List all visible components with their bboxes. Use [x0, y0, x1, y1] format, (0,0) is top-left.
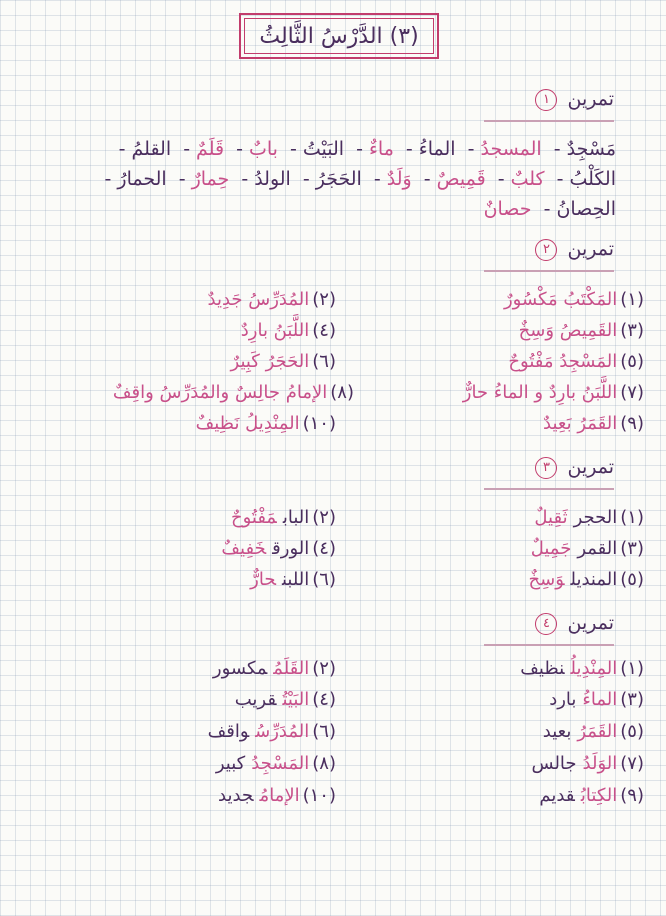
item-adjective: قريب [234, 689, 277, 710]
item-number: (١٠) [302, 413, 336, 434]
item-number: (٦) [312, 721, 336, 742]
exercise-1-number: ١ [535, 89, 557, 111]
item-adjective: بارد [549, 689, 577, 710]
word: الحَجَرُ [315, 168, 362, 190]
item-adjective: جالس [531, 753, 577, 774]
exercise-2-item-5 [354, 347, 644, 377]
exercise-1-line-1 [36, 134, 616, 164]
item-number: (١) [620, 658, 644, 679]
item-adjective: نظيف [520, 658, 565, 679]
item-number: (٢) [312, 658, 336, 679]
word: المسجدُ [480, 138, 542, 160]
exercise-3-item-1 [354, 503, 644, 533]
item-number: (٦) [312, 569, 336, 590]
exercise-2-item-3 [354, 316, 644, 346]
word: بابٌ [248, 138, 278, 160]
item-noun: الكِتابُ [580, 785, 618, 806]
item-adjective: كبير [215, 753, 246, 774]
item-noun: الماءُ [582, 689, 618, 710]
item-text: المَسْجِدُ مَفْتُوحٌ [508, 351, 618, 372]
item-number: (٢) [312, 507, 336, 528]
item-number: (٥) [620, 351, 644, 372]
item-noun: الإمامُ [259, 785, 300, 806]
exercise-4-number: ٤ [535, 613, 557, 635]
item-noun: القمر [577, 538, 618, 559]
lesson-title [239, 13, 439, 59]
item-adjective: خَفِيفٌ [221, 538, 267, 559]
item-adjective: بعيد [542, 721, 572, 742]
exercise-3-item-5 [354, 565, 644, 595]
exercise-4-item-7 [354, 749, 644, 779]
exercise-1-label: تمرين [567, 88, 614, 110]
exercise-3-item-3 [354, 534, 644, 564]
item-adjective: جديد [218, 785, 254, 806]
item-number: (٧) [620, 753, 644, 774]
word: الماءُ [418, 138, 456, 160]
exercise-2-number: ٢ [535, 239, 557, 261]
word: قَلَمٌ [196, 138, 225, 160]
item-adjective: مَفْتُوحٌ [230, 507, 277, 528]
word: حِمارٌ [191, 168, 230, 190]
exercise-4-item-8 [26, 749, 336, 779]
exercise-2-item-4 [26, 316, 336, 346]
separator: - [178, 168, 186, 190]
item-number: (٢) [312, 289, 336, 310]
exercise-1-line-2 [36, 164, 616, 194]
exercise-2-label: تمرين [567, 238, 614, 260]
item-adjective: وَسِخٌ [528, 569, 565, 590]
separator: - [118, 138, 126, 160]
exercise-4-item-2 [26, 654, 336, 684]
item-noun: المَسْجِدُ [251, 753, 310, 774]
item-number: (٨) [330, 382, 354, 403]
item-adjective: واقف [207, 721, 250, 742]
separator: - [497, 168, 505, 190]
exercise-3-label: تمرين [567, 456, 614, 478]
exercise-4-item-1 [354, 654, 644, 684]
word: الولدُ [254, 168, 291, 190]
item-text: المِنْدِيلُ نَظِيفٌ [195, 413, 300, 434]
item-number: (٤) [312, 538, 336, 559]
item-number: (٥) [620, 721, 644, 742]
separator: - [356, 138, 363, 160]
separator: - [423, 168, 431, 190]
word: حصانٌ [483, 198, 532, 220]
word: الحمارُ [117, 168, 167, 190]
item-number: (١) [620, 289, 644, 310]
item-number: (٩) [620, 413, 644, 434]
separator: - [236, 138, 243, 160]
item-text: الحَجَرُ كَبِيرٌ [230, 351, 310, 372]
item-number: (١٠) [302, 785, 336, 806]
exercise-4-item-10 [26, 781, 336, 811]
exercise-3-item-6 [26, 565, 336, 595]
item-noun: المنديل [570, 569, 618, 590]
item-adjective: ثَقِيلٌ [534, 507, 568, 528]
exercise-4-heading [484, 612, 614, 646]
word: ماءٌ [368, 138, 394, 160]
item-noun: القَلَمُ [273, 658, 310, 679]
item-noun: الوَلَدُ [582, 753, 618, 774]
separator: - [556, 168, 564, 190]
item-adjective: حارٌّ [250, 569, 276, 590]
item-number: (٧) [620, 382, 644, 403]
exercise-3-heading [484, 456, 614, 490]
item-noun: الحجر [573, 507, 618, 528]
item-adjective: جَمِيلٌ [530, 538, 572, 559]
item-adjective: مكسور [212, 658, 268, 679]
item-noun: الورق [272, 538, 310, 559]
item-number: (٥) [620, 569, 644, 590]
separator: - [467, 138, 475, 160]
item-noun: الباب [282, 507, 310, 528]
exercise-4-item-6 [26, 717, 336, 747]
exercise-4-item-3 [354, 685, 644, 715]
exercise-4-item-4 [26, 685, 336, 715]
exercise-2-item-9 [354, 409, 644, 439]
item-number: (٨) [312, 753, 336, 774]
item-noun: البَيْتُ [282, 689, 310, 710]
separator: - [183, 138, 191, 160]
item-text: القَمَرُ بَعِيدٌ [543, 413, 618, 434]
word: البَيْتُ [302, 138, 345, 160]
item-text: اللَّبَنُ بارِدٌ [240, 320, 310, 341]
separator: - [290, 138, 297, 160]
exercise-4-label: تمرين [567, 612, 614, 634]
item-noun: المِنْدِيلُ [570, 658, 618, 679]
item-noun: اللبن [281, 569, 310, 590]
word: قَمِيصٌ [436, 168, 486, 190]
separator: - [241, 168, 249, 190]
exercise-1-line-3 [36, 194, 616, 224]
item-number: (٦) [312, 351, 336, 372]
separator: - [302, 168, 310, 190]
item-text: المَكْتَبُ مَكْسُورٌ [503, 289, 618, 310]
exercise-3-number: ٣ [535, 457, 557, 479]
separator: - [104, 168, 112, 190]
word: مَسْجِدٌ [566, 138, 616, 160]
exercise-2-item-6 [26, 347, 336, 377]
exercise-4-item-9 [354, 781, 644, 811]
exercise-2-item-7 [354, 378, 644, 408]
exercise-1-heading [484, 88, 614, 122]
item-number: (٣) [620, 538, 644, 559]
exercise-2-item-10 [26, 409, 336, 439]
exercise-2-item-1 [354, 285, 644, 315]
separator: - [553, 138, 561, 160]
item-adjective: قديم [539, 785, 575, 806]
item-text: القَمِيصُ وَسِخٌ [518, 320, 618, 341]
separator: - [373, 168, 381, 190]
exercise-2-item-8 [14, 378, 354, 408]
exercise-2-item-2 [26, 285, 336, 315]
item-number: (٤) [312, 689, 336, 710]
item-text: اللَّبَنُ بارِدٌ و الماءُ حارٌّ [462, 382, 618, 403]
item-text: الإمامُ جالِسٌ والمُدَرِّسُ واقِفٌ [112, 382, 328, 403]
item-number: (٣) [620, 689, 644, 710]
item-number: (٣) [620, 320, 644, 341]
item-noun: القَمَرُ [577, 721, 618, 742]
item-text: المُدَرِّسُ جَدِيدٌ [207, 289, 310, 310]
lesson-title-text: (٣) الدَّرْسُ الثَّالِثُ [259, 23, 419, 49]
exercise-3-item-4 [26, 534, 336, 564]
exercise-3-item-2 [26, 503, 336, 533]
item-number: (١) [620, 507, 644, 528]
item-noun: المُدَرِّسُ [255, 721, 310, 742]
word: الحِصانُ [556, 198, 616, 220]
item-number: (٩) [620, 785, 644, 806]
item-number: (٤) [312, 320, 336, 341]
exercise-4-item-5 [354, 717, 644, 747]
word: كلبٌ [510, 168, 545, 190]
separator: - [543, 198, 551, 220]
word: الكَلْبُ [569, 168, 616, 190]
word: وَلَدٌ [386, 168, 412, 190]
separator: - [405, 138, 413, 160]
exercise-2-heading [484, 238, 614, 272]
word: القلمُ [131, 138, 172, 160]
